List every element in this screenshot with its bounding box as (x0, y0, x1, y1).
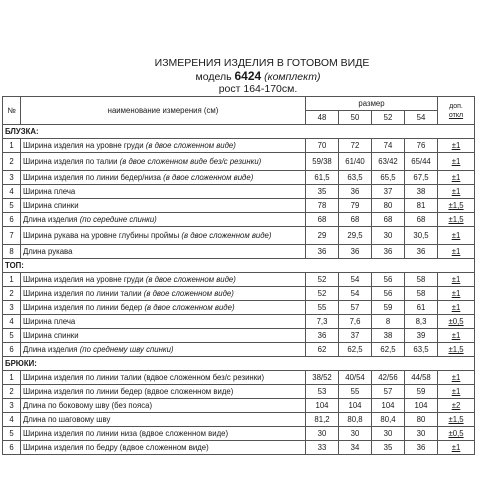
row-number: 5 (3, 427, 21, 441)
value-size-48: 29 (306, 227, 339, 245)
measurements-table (2, 96, 475, 455)
row-number: 3 (3, 171, 21, 185)
height-line: рост 164-170см. (218, 83, 298, 95)
table-row (3, 301, 475, 315)
measurement-name: Ширина изделия по линии бедер (вдвое сложенном виде) (23, 387, 234, 396)
value-size-48: 53 (306, 385, 339, 399)
row-tolerance: ±1,5 (438, 343, 475, 357)
value-size-52: 62,5 (372, 343, 405, 357)
row-tolerance: ±1 (438, 301, 475, 315)
header-size-52: 52 (372, 111, 405, 125)
value-size-50: 68 (339, 213, 372, 227)
value-size-52: 80 (372, 199, 405, 213)
section-row (3, 125, 475, 139)
value-size-50: 57 (339, 301, 372, 315)
row-measurement (21, 227, 306, 245)
row-measurement (21, 413, 306, 427)
measurement-name: Длина по боковому шву (без пояса) (23, 401, 153, 410)
value-size-54: 63,5 (405, 343, 438, 357)
table-row (3, 315, 475, 329)
value-size-54: 68 (405, 213, 438, 227)
measurement-name: Длина изделия (23, 345, 78, 354)
value-size-48: 78 (306, 199, 339, 213)
value-size-52: 36 (372, 245, 405, 259)
table-header-row (3, 97, 475, 111)
table-row (3, 153, 475, 171)
row-measurement (21, 385, 306, 399)
measurement-name: Ширина рукава на уровне глубины проймы (23, 231, 180, 240)
row-number: 1 (3, 139, 21, 153)
row-tolerance: ±1 (438, 185, 475, 199)
value-size-50: 62,5 (339, 343, 372, 357)
header-name: наименование измерения (см) (21, 97, 306, 125)
row-number: 6 (3, 441, 21, 455)
value-size-48: 61,5 (306, 171, 339, 185)
measurement-note: (по середине спинки) (79, 215, 157, 224)
measurement-name: Ширина изделия по линии низа (вдвое сложенном виде) (23, 429, 229, 438)
measurement-note: (в двое сложенном виде) (163, 173, 254, 182)
value-size-54: 61 (405, 301, 438, 315)
value-size-50: 36 (339, 185, 372, 199)
model-kit: (комплект) (264, 71, 321, 83)
row-tolerance: ±2 (438, 399, 475, 413)
value-size-50: 80,8 (339, 413, 372, 427)
row-tolerance: ±1 (438, 171, 475, 185)
row-measurement (21, 153, 306, 171)
header-tolerance-line2: откл (448, 111, 464, 119)
value-size-48: 36 (306, 245, 339, 259)
row-measurement (21, 371, 306, 385)
measurement-name: Ширина плеча (23, 187, 76, 196)
table-row (3, 371, 475, 385)
header-size: размер (306, 97, 438, 111)
value-size-48: 55 (306, 301, 339, 315)
value-size-52: 80,4 (372, 413, 405, 427)
measurement-name: Ширина спинки (23, 331, 79, 340)
measurement-note: (в двое сложенном виде) (145, 275, 236, 284)
measurement-name: Ширина изделия по линии талии (23, 289, 142, 298)
row-tolerance: ±1,5 (438, 413, 475, 427)
value-size-48: 7,3 (306, 315, 339, 329)
measurement-name: Ширина плеча (23, 317, 76, 326)
row-measurement (21, 171, 306, 185)
section-title: БРЮКИ: (3, 357, 475, 371)
value-size-50: 54 (339, 273, 372, 287)
row-measurement (21, 139, 306, 153)
value-size-54: 30,5 (405, 227, 438, 245)
table-row (3, 413, 475, 427)
row-measurement (21, 245, 306, 259)
value-size-54: 38 (405, 185, 438, 199)
value-size-50: 36 (339, 245, 372, 259)
measurement-note: (в двое сложенном виде) (181, 231, 272, 240)
value-size-48: 59/38 (306, 153, 339, 171)
section-row (3, 259, 475, 273)
value-size-52: 68 (372, 213, 405, 227)
table-row (3, 139, 475, 153)
value-size-48: 52 (306, 273, 339, 287)
value-size-50: 7,6 (339, 315, 372, 329)
document-title: ИЗМЕРЕНИЯ ИЗДЕЛИЯ В ГОТОВОМ ВИДЕ (154, 57, 370, 69)
row-tolerance: ±1 (438, 441, 475, 455)
value-size-48: 30 (306, 427, 339, 441)
value-size-50: 104 (339, 399, 372, 413)
measurement-name: Ширина изделия по линии бедер (23, 303, 143, 312)
row-number: 2 (3, 385, 21, 399)
row-measurement (21, 315, 306, 329)
model-line (8, 70, 500, 83)
table-row (3, 185, 475, 199)
row-tolerance: ±1 (438, 227, 475, 245)
measurement-note: (в двое сложенном виде) (143, 289, 234, 298)
table-body (3, 97, 475, 455)
header-size-50: 50 (339, 111, 372, 125)
value-size-48: 81,2 (306, 413, 339, 427)
table-row (3, 199, 475, 213)
value-size-50: 40/54 (339, 371, 372, 385)
value-size-50: 72 (339, 139, 372, 153)
measurement-name: Длина по шаговому шву (23, 415, 111, 424)
value-size-54: 39 (405, 329, 438, 343)
row-number: 5 (3, 199, 21, 213)
value-size-48: 62 (306, 343, 339, 357)
row-number: 3 (3, 399, 21, 413)
row-tolerance: ±1 (438, 139, 475, 153)
value-size-48: 36 (306, 329, 339, 343)
value-size-54: 36 (405, 441, 438, 455)
value-size-52: 30 (372, 427, 405, 441)
value-size-52: 35 (372, 441, 405, 455)
value-size-48: 52 (306, 287, 339, 301)
value-size-54: 104 (405, 399, 438, 413)
table-row (3, 399, 475, 413)
value-size-48: 33 (306, 441, 339, 455)
measurement-name: Длина рукава (23, 247, 73, 256)
row-tolerance: ±1 (438, 153, 475, 171)
row-measurement (21, 329, 306, 343)
value-size-54: 67,5 (405, 171, 438, 185)
value-size-52: 56 (372, 287, 405, 301)
value-size-54: 30 (405, 427, 438, 441)
model-number: 6424 (234, 69, 262, 83)
value-size-54: 76 (405, 139, 438, 153)
row-number: 5 (3, 329, 21, 343)
table-row (3, 441, 475, 455)
value-size-50: 79 (339, 199, 372, 213)
row-measurement (21, 287, 306, 301)
value-size-50: 37 (339, 329, 372, 343)
value-size-52: 42/56 (372, 371, 405, 385)
header-size-54: 54 (405, 111, 438, 125)
value-size-48: 38/52 (306, 371, 339, 385)
row-number: 1 (3, 273, 21, 287)
value-size-54: 36 (405, 245, 438, 259)
row-number: 3 (3, 301, 21, 315)
row-measurement (21, 399, 306, 413)
value-size-48: 70 (306, 139, 339, 153)
table-row (3, 245, 475, 259)
row-measurement (21, 199, 306, 213)
value-size-52: 74 (372, 139, 405, 153)
table-row (3, 329, 475, 343)
value-size-50: 54 (339, 287, 372, 301)
row-tolerance: ±1,5 (438, 199, 475, 213)
row-tolerance: ±1 (438, 385, 475, 399)
table-row (3, 227, 475, 245)
value-size-52: 30 (372, 227, 405, 245)
row-tolerance: ±1 (438, 273, 475, 287)
measurement-note: (в двое сложенном виде) (145, 141, 236, 150)
row-tolerance: ±1,5 (438, 213, 475, 227)
value-size-52: 59 (372, 301, 405, 315)
measurement-name: Длина изделия (23, 215, 78, 224)
value-size-54: 65/44 (405, 153, 438, 171)
value-size-52: 56 (372, 273, 405, 287)
section-title: ТОП: (3, 259, 475, 273)
value-size-50: 30 (339, 427, 372, 441)
row-number: 6 (3, 343, 21, 357)
row-number: 4 (3, 315, 21, 329)
row-measurement (21, 343, 306, 357)
value-size-48: 104 (306, 399, 339, 413)
measurement-note: (в двое сложенном виде без/с резинки) (119, 157, 262, 166)
row-measurement (21, 441, 306, 455)
value-size-54: 81 (405, 199, 438, 213)
row-number: 2 (3, 287, 21, 301)
table-row (3, 427, 475, 441)
value-size-50: 34 (339, 441, 372, 455)
measurement-name: Ширина изделия по талии (23, 157, 118, 166)
measurement-name: Ширина спинки (23, 201, 79, 210)
value-size-48: 35 (306, 185, 339, 199)
row-number: 7 (3, 227, 21, 245)
table-row (3, 385, 475, 399)
value-size-52: 63/42 (372, 153, 405, 171)
value-size-48: 68 (306, 213, 339, 227)
value-size-52: 8 (372, 315, 405, 329)
row-tolerance: ±1 (438, 329, 475, 343)
value-size-54: 80 (405, 413, 438, 427)
measurement-name: Ширина изделия по линии бедер/низа (23, 173, 161, 182)
row-tolerance: ±1 (438, 287, 475, 301)
measurement-note: (в двое сложенном виде) (144, 303, 235, 312)
measurement-name: Ширина изделия по бедру (вдвое сложенном виде) (23, 443, 209, 452)
table-row (3, 171, 475, 185)
table-row (3, 273, 475, 287)
measurement-name: Ширина изделия на уровне груди (23, 275, 144, 284)
header-tolerance (438, 97, 475, 125)
table-row (3, 213, 475, 227)
value-size-50: 63,5 (339, 171, 372, 185)
value-size-54: 58 (405, 287, 438, 301)
section-title: БЛУЗКА: (3, 125, 475, 139)
row-number: 4 (3, 185, 21, 199)
model-label: модель (195, 71, 232, 83)
row-tolerance: ±1 (438, 245, 475, 259)
row-measurement (21, 301, 306, 315)
row-number: 1 (3, 371, 21, 385)
value-size-52: 104 (372, 399, 405, 413)
header-size-48: 48 (306, 111, 339, 125)
row-tolerance: ±0,5 (438, 315, 475, 329)
value-size-52: 38 (372, 329, 405, 343)
header-no: № (3, 97, 21, 125)
value-size-52: 37 (372, 185, 405, 199)
row-number: 6 (3, 213, 21, 227)
value-size-54: 8,3 (405, 315, 438, 329)
measurement-name: Ширина изделия по линии талии (вдвое сложенном без/с резинки) (23, 373, 265, 382)
value-size-54: 58 (405, 273, 438, 287)
row-measurement (21, 185, 306, 199)
row-measurement (21, 213, 306, 227)
measurement-name: Ширина изделия на уровне груди (23, 141, 144, 150)
value-size-50: 55 (339, 385, 372, 399)
value-size-50: 29,5 (339, 227, 372, 245)
row-number: 8 (3, 245, 21, 259)
row-number: 4 (3, 413, 21, 427)
measurement-note: (по среднему шву спинки) (79, 345, 174, 354)
row-measurement (21, 427, 306, 441)
row-tolerance: ±0,5 (438, 427, 475, 441)
header-tolerance-line1: доп. (449, 102, 463, 110)
row-tolerance: ±1 (438, 371, 475, 385)
table-row (3, 343, 475, 357)
value-size-52: 65,5 (372, 171, 405, 185)
row-measurement (21, 273, 306, 287)
value-size-52: 57 (372, 385, 405, 399)
value-size-54: 44/58 (405, 371, 438, 385)
section-row (3, 357, 475, 371)
value-size-50: 61/40 (339, 153, 372, 171)
value-size-54: 59 (405, 385, 438, 399)
table-row (3, 287, 475, 301)
row-number: 2 (3, 153, 21, 171)
